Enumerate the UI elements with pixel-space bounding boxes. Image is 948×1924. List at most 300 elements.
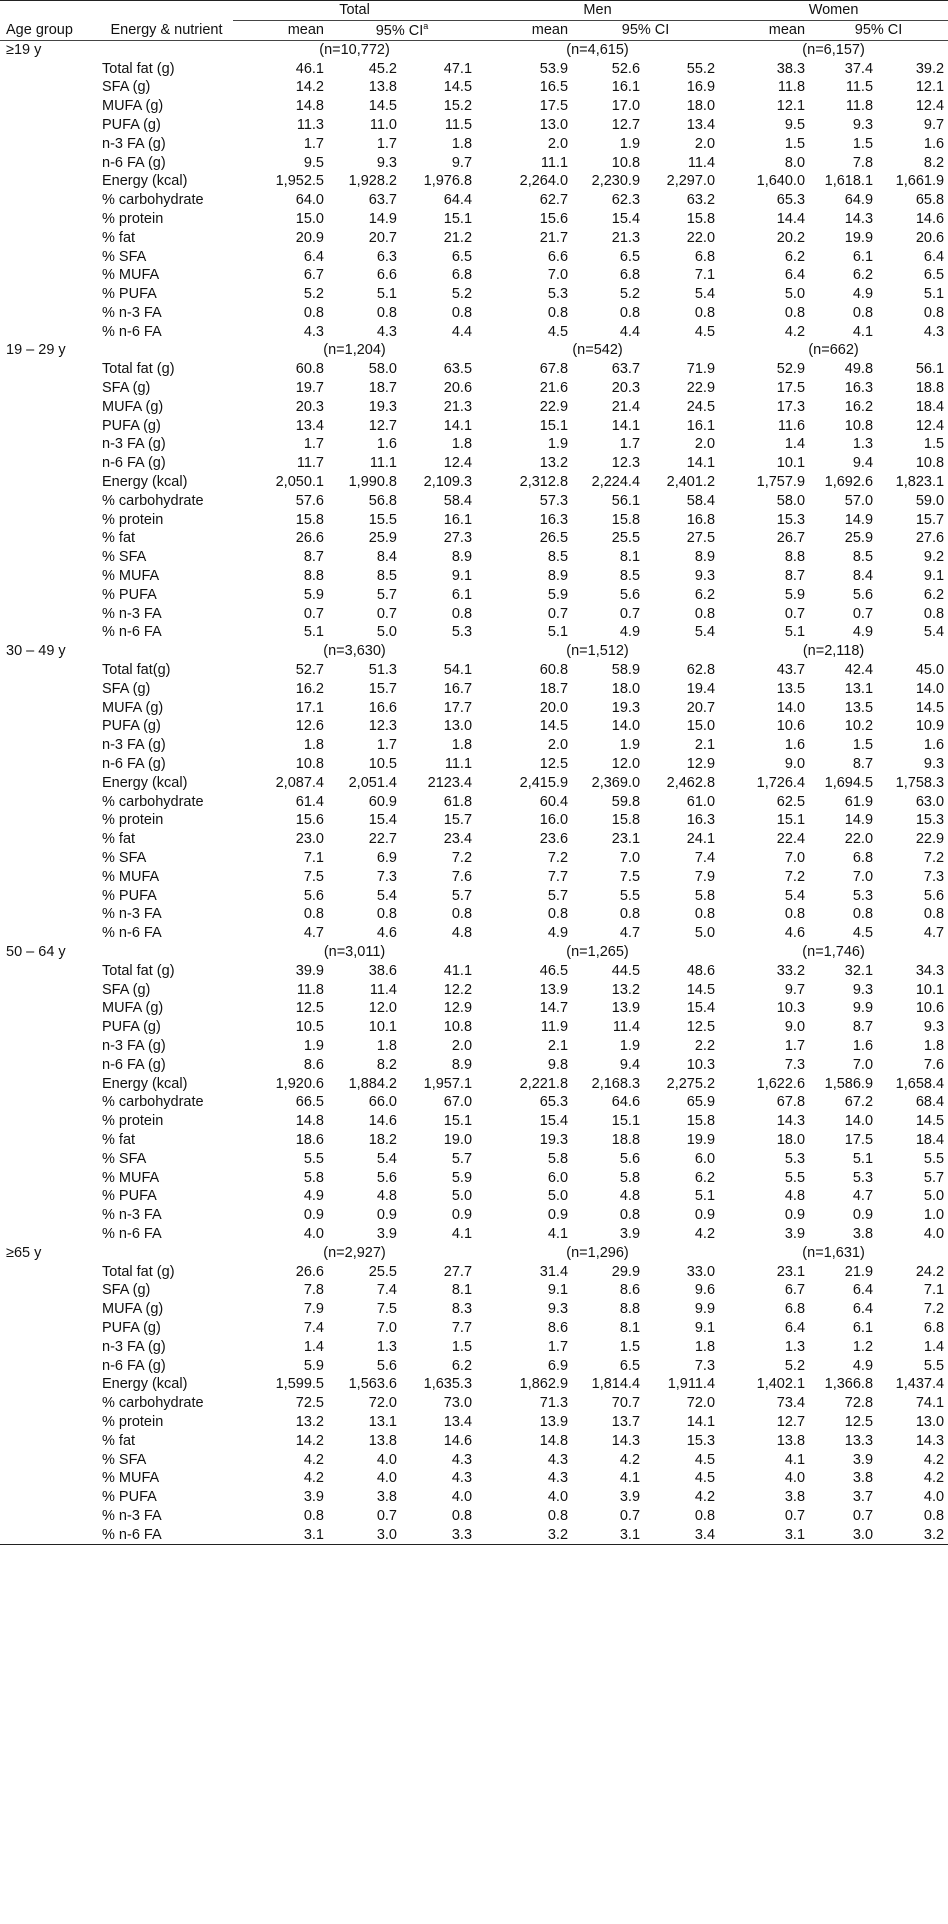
table-row (0, 1526, 948, 1545)
value-cell: 7.2 (923, 1301, 945, 1318)
value-cell: 0.8 (547, 304, 569, 321)
table-row (0, 1225, 948, 1244)
value-cell: 7.7 (547, 868, 569, 885)
nutrient-label: Energy (kcal) (102, 474, 188, 491)
value-cell: 44.5 (611, 962, 641, 979)
nutrient-label: SFA (g) (102, 1282, 151, 1299)
value-cell: 8.5 (376, 568, 397, 585)
table-row (0, 97, 948, 116)
value-cell: 13.8 (776, 1432, 806, 1449)
value-cell: 17.5 (844, 1131, 874, 1148)
table-row (0, 323, 948, 342)
value-cell: 8.3 (451, 1301, 473, 1318)
value-cell: 3.9 (303, 1489, 324, 1506)
value-cell: 1,823.1 (895, 474, 945, 491)
value-cell: 15.7 (368, 680, 397, 697)
table-row (0, 135, 948, 154)
table-row (0, 605, 948, 624)
value-cell: 0.7 (303, 605, 324, 622)
value-cell: 7.0 (784, 850, 806, 866)
value-cell: 13.1 (368, 1413, 397, 1430)
value-cell: 12.0 (611, 756, 641, 773)
value-cell: 26.6 (295, 530, 324, 547)
value-cell: 2,369.0 (591, 774, 641, 791)
nutrient-label: % fat (102, 831, 136, 848)
value-cell: 2.0 (694, 436, 716, 453)
nutrient-label: % carbohydrate (102, 1094, 204, 1111)
value-cell: 52.6 (611, 60, 641, 77)
value-cell: 8.6 (303, 1056, 324, 1073)
value-cell: 8.6 (547, 1319, 569, 1336)
value-cell: 12.5 (295, 1000, 324, 1017)
value-cell: 13.2 (611, 981, 641, 998)
value-cell: 11.7 (296, 455, 324, 472)
value-cell: 5.9 (303, 586, 324, 603)
value-cell: 1.3 (852, 436, 874, 453)
value-cell: 12.5 (844, 1413, 874, 1430)
value-cell: 22.9 (686, 380, 716, 397)
nutrient-label: % fat (102, 1432, 136, 1449)
value-cell: 60.4 (539, 793, 569, 810)
value-cell: 5.7 (923, 1169, 945, 1186)
value-cell: 8.5 (852, 549, 874, 566)
value-cell: 63.0 (915, 793, 945, 810)
value-cell: 39.9 (295, 962, 324, 979)
value-cell: 1.8 (923, 1037, 945, 1054)
value-cell: 3.9 (784, 1225, 806, 1242)
value-cell: 4.7 (303, 925, 324, 942)
value-cell: 11.1 (540, 154, 569, 171)
value-cell: 4.0 (451, 1489, 473, 1506)
value-cell: 62.8 (686, 662, 716, 679)
value-cell: 20.3 (611, 380, 641, 397)
nutrient-label: % SFA (102, 1150, 147, 1167)
value-cell: 7.0 (619, 850, 641, 866)
value-cell: 16.2 (295, 680, 324, 697)
value-cell: 4.5 (694, 323, 716, 340)
value-cell: 1.6 (923, 737, 945, 754)
value-cell: 3.9 (376, 1225, 397, 1242)
value-cell: 12.1 (915, 79, 945, 96)
value-cell: 0.8 (923, 304, 945, 321)
value-cell: 14.5 (443, 79, 473, 96)
value-cell: 5.1 (852, 1150, 874, 1167)
value-cell: 1.6 (852, 1037, 874, 1054)
value-cell: 21.7 (539, 229, 569, 246)
value-cell: 1.7 (376, 737, 397, 754)
value-cell: 4.1 (852, 323, 874, 340)
value-cell: 6.7 (784, 1282, 806, 1299)
value-cell: 25.5 (611, 530, 641, 547)
value-cell: 1.7 (376, 135, 397, 152)
total-header: Total (233, 1, 476, 21)
value-cell: 9.1 (923, 568, 945, 585)
value-cell: 13.2 (295, 1413, 324, 1430)
nutrient-label: % carbohydrate (102, 793, 204, 810)
value-cell: 16.3 (844, 380, 874, 397)
value-cell: 1.4 (784, 436, 806, 453)
value-cell: 19.3 (368, 398, 397, 415)
value-cell: 25.5 (368, 1263, 397, 1280)
value-cell: 5.2 (619, 286, 641, 303)
value-cell: 1,586.9 (824, 1075, 874, 1092)
value-cell: 8.5 (547, 549, 569, 566)
value-cell: 6.8 (784, 1301, 806, 1318)
nutrient-label: PUFA (g) (102, 718, 161, 735)
nutrient-label: Total fat(g) (102, 662, 171, 679)
value-cell: 1,692.6 (824, 474, 874, 491)
table-row (0, 1037, 948, 1056)
value-cell: 15.6 (295, 812, 324, 829)
value-cell: 3.2 (877, 1526, 948, 1545)
value-cell: 4.3 (303, 323, 324, 340)
women-mean-header: mean (719, 20, 809, 40)
value-cell: 23.4 (443, 831, 473, 848)
value-cell: 20.6 (443, 380, 473, 397)
value-cell: 9.1 (547, 1282, 569, 1299)
table-row (0, 623, 948, 642)
value-cell: 5.6 (619, 586, 641, 603)
value-cell: 1,622.6 (756, 1075, 806, 1092)
nutrient-label: PUFA (g) (102, 1319, 161, 1336)
table-row (0, 999, 948, 1018)
age-group-label: 30 – 49 y (6, 643, 66, 660)
value-cell: 0.8 (923, 605, 945, 622)
value-cell: 19.9 (686, 1131, 716, 1148)
table-row (0, 417, 948, 436)
value-cell: 12.4 (915, 417, 945, 434)
value-cell: 14.1 (686, 455, 716, 472)
value-cell: 4.6 (784, 925, 806, 942)
value-cell: 15.8 (611, 511, 641, 528)
value-cell: 1.4 (923, 1338, 945, 1355)
table-row (0, 435, 948, 454)
sample-size-women: (n=1,746) (802, 943, 865, 960)
value-cell: 6.2 (923, 586, 945, 603)
value-cell: 5.0 (784, 286, 806, 303)
value-cell: 56.1 (611, 492, 641, 509)
value-cell: 5.2 (451, 286, 473, 303)
value-cell: 9.2 (923, 549, 945, 566)
value-cell: 6.6 (376, 267, 397, 284)
table-row (0, 1281, 948, 1300)
nutrient-label: n-3 FA (g) (102, 1037, 166, 1054)
value-cell: 24.2 (915, 1263, 945, 1280)
value-cell: 9.3 (694, 568, 716, 585)
value-cell: 4.8 (784, 1188, 806, 1205)
value-cell: 13.5 (844, 699, 874, 716)
value-cell: 10.6 (915, 1000, 945, 1017)
value-cell: 5.1 (694, 1188, 716, 1205)
value-cell: 48.6 (686, 962, 716, 979)
value-cell: 4.3 (547, 1451, 569, 1468)
value-cell: 5.4 (376, 887, 397, 904)
nutrient-label: Total fat (g) (102, 1263, 175, 1280)
value-cell: 11.0 (369, 116, 397, 133)
value-cell: 1.5 (923, 436, 945, 453)
value-cell: 4.3 (547, 1470, 569, 1487)
value-cell: 1.8 (451, 436, 473, 453)
value-cell: 60.8 (295, 361, 324, 378)
value-cell: 0.9 (694, 1207, 716, 1224)
value-cell: 1.3 (784, 1338, 806, 1355)
value-cell: 58.0 (776, 492, 806, 509)
value-cell: 1.6 (784, 737, 806, 754)
value-cell: 10.8 (443, 1019, 473, 1036)
value-cell: 51.3 (368, 662, 397, 679)
value-cell: 0.8 (694, 304, 716, 321)
value-cell: 1.5 (619, 1338, 641, 1355)
value-cell: 11.1 (369, 455, 397, 472)
value-cell: 13.9 (539, 981, 569, 998)
value-cell: 1.5 (852, 737, 874, 754)
value-cell: 9.7 (923, 116, 945, 133)
value-cell: 4.2 (784, 323, 806, 340)
value-cell: 8.6 (619, 1282, 641, 1299)
value-cell: 9.3 (923, 756, 945, 773)
nutrient-label: % SFA (102, 248, 147, 265)
value-cell: 13.5 (776, 680, 806, 697)
value-cell: 1,957.1 (423, 1075, 473, 1092)
value-cell: 0.8 (451, 1507, 473, 1524)
value-cell: 1,635.3 (423, 1376, 473, 1393)
value-cell: 0.8 (451, 304, 473, 321)
value-cell: 14.3 (915, 1432, 945, 1449)
value-cell: 4.9 (619, 624, 641, 641)
nutrient-label: n-6 FA (g) (102, 154, 166, 171)
value-cell: 8.7 (784, 568, 806, 585)
value-cell: 8.4 (852, 568, 874, 585)
value-cell: 13.4 (686, 116, 716, 133)
value-cell: 1.2 (852, 1338, 874, 1355)
table-row (0, 1450, 948, 1469)
table-row (0, 266, 948, 285)
value-cell: 5.3 (547, 286, 569, 303)
value-cell: 0.8 (376, 304, 397, 321)
nutrient-label: % PUFA (102, 1188, 157, 1205)
value-cell: 6.8 (451, 267, 473, 284)
table-row (0, 1131, 948, 1150)
value-cell: 14.3 (776, 1113, 806, 1130)
value-cell: 7.9 (303, 1301, 324, 1318)
value-cell: 1.9 (303, 1037, 324, 1054)
nutrient-label: % carbohydrate (102, 492, 204, 509)
nutrient-label: % fat (102, 1131, 136, 1148)
value-cell: 14.5 (539, 718, 569, 735)
value-cell: 8.9 (451, 549, 473, 566)
value-cell: 4.2 (303, 1470, 324, 1487)
nutrient-label: Energy (kcal) (102, 173, 188, 190)
table-row (0, 586, 948, 605)
age-group-label: ≥65 y (6, 1244, 42, 1261)
table-row (0, 473, 948, 492)
value-cell: 4.3 (923, 323, 945, 340)
value-cell: 3.0 (809, 1526, 877, 1545)
energy-nutrient-header: Energy & nutrient (100, 20, 233, 40)
value-cell: 17.7 (443, 699, 473, 716)
value-cell: 67.2 (844, 1094, 874, 1111)
value-cell: 3.9 (619, 1489, 641, 1506)
value-cell: 21.9 (844, 1263, 874, 1280)
value-cell: 6.9 (547, 1357, 569, 1374)
value-cell: 0.8 (923, 1507, 945, 1524)
value-cell: 5.0 (923, 1188, 945, 1205)
value-cell: 27.6 (915, 530, 945, 547)
value-cell: 1,920.6 (275, 1075, 324, 1092)
value-cell: 15.4 (539, 1113, 569, 1130)
value-cell: 18.7 (368, 380, 397, 397)
value-cell: 1.8 (451, 737, 473, 754)
value-cell: 2,275.2 (666, 1075, 716, 1092)
value-cell: 2,297.0 (666, 173, 716, 190)
value-cell: 1,928.2 (348, 173, 397, 190)
nutrient-label: Total fat (g) (102, 361, 175, 378)
value-cell: 1.9 (547, 436, 569, 453)
nutrient-label: SFA (g) (102, 380, 151, 397)
nutrient-label: % MUFA (102, 267, 160, 284)
value-cell: 9.6 (694, 1282, 716, 1299)
value-cell: 14.0 (611, 718, 641, 735)
table-row (0, 360, 948, 379)
value-cell: 0.8 (694, 605, 716, 622)
value-cell: 7.0 (376, 1319, 397, 1336)
value-cell: 71.3 (539, 1395, 569, 1412)
value-cell: 4.0 (923, 1225, 945, 1242)
value-cell: 7.8 (303, 1282, 324, 1299)
sample-size-men: (n=542) (572, 342, 623, 359)
value-cell: 4.7 (852, 1188, 874, 1205)
value-cell: 1.5 (784, 135, 806, 152)
value-cell: 0.7 (784, 605, 806, 622)
value-cell: 0.7 (852, 1507, 874, 1524)
value-cell: 1.7 (547, 1338, 569, 1355)
value-cell: 15.8 (686, 210, 716, 227)
value-cell: 4.9 (547, 925, 569, 942)
nutrient-label: MUFA (g) (102, 1000, 164, 1017)
value-cell: 13.0 (539, 116, 569, 133)
value-cell: 4.5 (852, 925, 874, 942)
value-cell: 14.7 (539, 1000, 569, 1017)
value-cell: 0.8 (619, 1207, 641, 1224)
value-cell: 68.4 (915, 1094, 945, 1111)
value-cell: 2,050.1 (275, 474, 324, 491)
value-cell: 0.8 (694, 1507, 716, 1524)
table-row (0, 529, 948, 548)
value-cell: 7.0 (547, 267, 569, 284)
value-cell: 2,264.0 (519, 173, 569, 190)
value-cell: 10.1 (368, 1019, 397, 1036)
value-cell: 20.7 (686, 699, 716, 716)
value-cell: 72.0 (368, 1395, 397, 1412)
nutrient-label: MUFA (g) (102, 398, 164, 415)
value-cell: 16.6 (368, 699, 397, 716)
value-cell: 64.4 (443, 192, 473, 209)
value-cell: 5.7 (451, 887, 473, 904)
value-cell: 5.3 (852, 887, 874, 904)
table-row (0, 1112, 948, 1131)
value-cell: 7.1 (303, 850, 324, 866)
men-ci-header: 95% CI (572, 20, 719, 40)
value-cell: 23.1 (611, 831, 641, 848)
table-row (0, 304, 948, 323)
value-cell: 0.8 (784, 906, 806, 923)
value-cell: 11.4 (369, 981, 397, 998)
value-cell: 1,661.9 (895, 173, 945, 190)
value-cell: 16.5 (539, 79, 569, 96)
value-cell: 14.8 (295, 98, 324, 115)
value-cell: 14.9 (844, 511, 874, 528)
value-cell: 9.0 (784, 1019, 806, 1036)
value-cell: 10.3 (686, 1056, 716, 1073)
value-cell: 2.0 (694, 135, 716, 152)
value-cell: 52.9 (776, 361, 806, 378)
value-cell: 63.7 (368, 192, 397, 209)
value-cell: 14.3 (844, 210, 874, 227)
value-cell: 42.4 (844, 662, 874, 679)
nutrient-label: SFA (g) (102, 981, 151, 998)
table-row (0, 755, 948, 774)
value-cell: 4.7 (619, 925, 641, 942)
value-cell: 6.8 (694, 248, 716, 265)
value-cell: 61.8 (443, 793, 473, 810)
value-cell: 12.3 (368, 718, 397, 735)
value-cell: 16.7 (443, 680, 473, 697)
value-cell: 14.9 (844, 812, 874, 829)
value-cell: 1,658.4 (895, 1075, 945, 1092)
value-cell: 18.2 (368, 1131, 397, 1148)
value-cell: 15.0 (295, 210, 324, 227)
value-cell: 5.7 (451, 1150, 473, 1167)
total-mean-header: mean (233, 20, 328, 40)
value-cell: 2,087.4 (275, 774, 324, 791)
value-cell: 3.2 (476, 1526, 572, 1545)
nutrient-label: % n-6 FA (102, 1225, 162, 1242)
value-cell: 4.8 (376, 1188, 397, 1205)
value-cell: 3.3 (401, 1526, 476, 1545)
value-cell: 19.3 (611, 699, 641, 716)
men-header: Men (476, 1, 719, 21)
value-cell: 2,224.4 (591, 474, 641, 491)
value-cell: 1,640.0 (756, 173, 806, 190)
value-cell: 0.8 (547, 906, 569, 923)
nutrient-label: % MUFA (102, 1169, 160, 1186)
value-cell: 1,618.1 (824, 173, 874, 190)
value-cell: 3.4 (644, 1526, 719, 1545)
value-cell: 9.0 (784, 756, 806, 773)
value-cell: 15.4 (611, 210, 641, 227)
value-cell: 14.6 (443, 1432, 473, 1449)
nutrient-label: n-3 FA (g) (102, 737, 166, 754)
value-cell: 2.0 (451, 1037, 473, 1054)
group-row (0, 642, 948, 661)
value-cell: 5.3 (784, 1150, 806, 1167)
value-cell: 13.8 (368, 1432, 397, 1449)
value-cell: 7.1 (923, 1282, 945, 1299)
value-cell: 38.6 (368, 962, 397, 979)
value-cell: 1.7 (303, 135, 324, 152)
group-row (0, 943, 948, 962)
value-cell: 10.1 (915, 981, 945, 998)
value-cell: 16.9 (686, 79, 716, 96)
value-cell: 71.9 (686, 361, 716, 378)
value-cell: 5.5 (923, 1357, 945, 1374)
value-cell: 22.0 (844, 831, 874, 848)
value-cell: 4.1 (451, 1225, 473, 1242)
nutrient-label: % SFA (102, 850, 147, 866)
value-cell: 5.7 (376, 586, 397, 603)
nutrient-label: % n-3 FA (102, 1507, 162, 1524)
value-cell: 66.0 (368, 1094, 397, 1111)
